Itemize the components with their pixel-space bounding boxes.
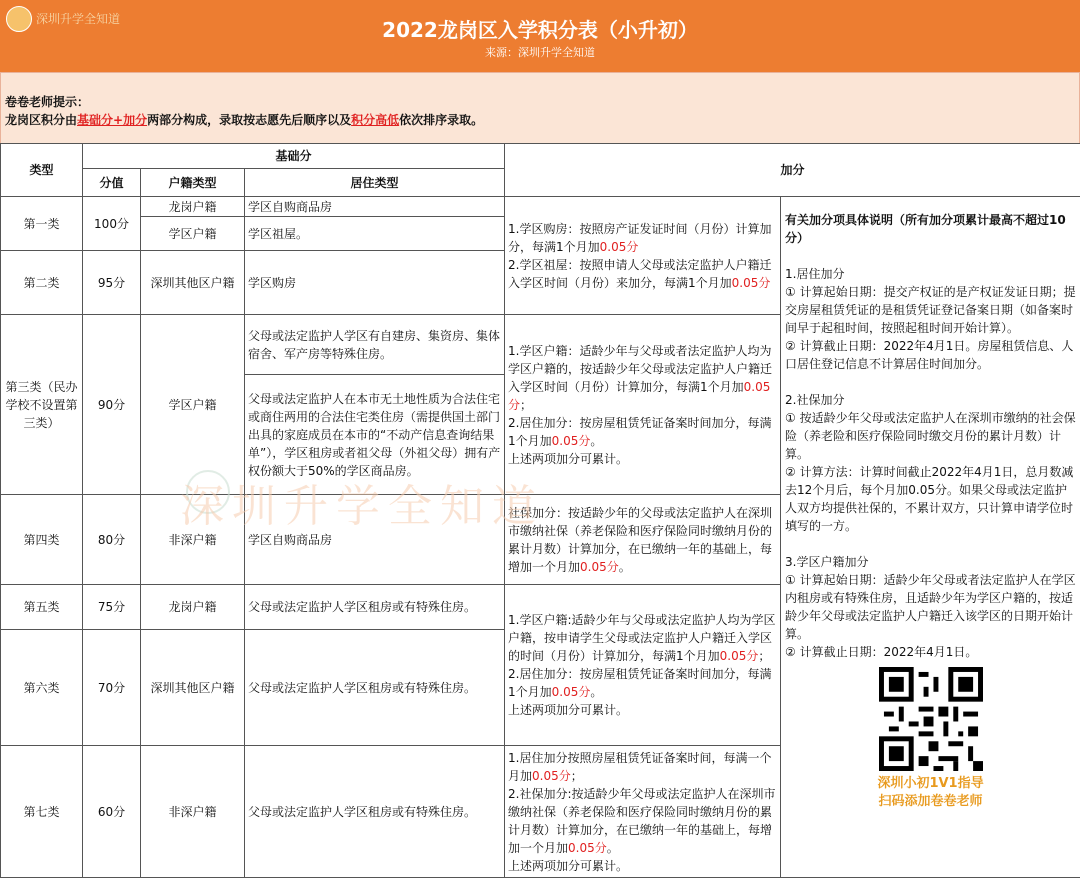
bonus-cell [505, 197, 781, 315]
bonus-text: 。 [590, 433, 603, 448]
notes-heading: 1.居住加分 [785, 267, 845, 281]
type-cell: 第二类 [1, 251, 83, 315]
source-line: 来源：深圳升学全知道 [485, 46, 595, 59]
residence-cell: 父母或法定监护人学区租房或有特殊住房。 [245, 585, 505, 630]
bonus-text: 。 [590, 685, 603, 699]
bonus-text: 1.学区购房：按照房产证发证时间（月份）计算加分，每满1个月加 [508, 221, 772, 254]
col-base: 基础分 [83, 144, 505, 169]
type-cell: 第三类（民办学校不设置第三类） [1, 315, 83, 495]
bonus-points: 0.05分 [532, 768, 571, 783]
bonus-points: 0.05分 [551, 685, 591, 699]
bonus-cell [505, 495, 781, 585]
type-cell: 第六类 [1, 630, 83, 746]
col-residence: 居住类型 [245, 169, 505, 197]
bonus-notes [781, 197, 1080, 878]
bonus-points: 0.05分 [731, 275, 771, 290]
type-cell: 第一类 [1, 197, 83, 251]
score-cell: 75分 [83, 585, 141, 630]
bonus-points: 0.05分 [599, 239, 639, 254]
tip-box [0, 72, 1080, 144]
bonus-text: 1.居住加分按照房屋租赁凭证备案时间，每满一个月加 [508, 750, 772, 783]
col-bonus: 加分 [505, 144, 1080, 197]
tip-highlight: 基础分+加分 [77, 113, 148, 127]
col-score: 分值 [83, 169, 141, 197]
bonus-text: 2.居住加分：按房屋租赁凭证备案时间加分，每满1个月加 [508, 415, 772, 448]
tip-heading: 卷卷老师提示： [5, 95, 90, 109]
qr-caption: 扫码添加卷卷老师 [878, 794, 983, 809]
bonus-text: 1.学区户籍：适龄少年与父母或者法定监护人均为学区户籍的，按适龄少年父母或法定监护人户籍迁入学区时间（月份）计算加分，每满1个月加 [508, 343, 773, 394]
type-cell: 第五类 [1, 585, 83, 630]
bonus-text: 2.社保加分:按适龄少年父母或法定监护人在深圳市缴纳社保（养老保险和医疗保险同时缴纳月份的累计月数）计算加分，在已缴纳一年的基础上，每增加一个月加 [508, 786, 776, 855]
page-title: 2022龙岗区入学积分表（小升初） [382, 18, 698, 42]
bonus-text: 。 [618, 559, 631, 574]
hukou-cell: 学区户籍 [141, 315, 245, 495]
residence-cell: 父母或法定监护人学区租房或有特殊住房。 [245, 746, 505, 878]
qr-code-icon [879, 667, 983, 771]
bonus-cell [505, 746, 781, 878]
score-cell: 100分 [83, 197, 141, 251]
hukou-cell: 龙岗户籍 [141, 585, 245, 630]
hukou-cell: 非深户籍 [141, 495, 245, 585]
bonus-cell [505, 585, 781, 746]
type-cell: 第七类 [1, 746, 83, 878]
tip-highlight: 积分高低 [351, 113, 400, 127]
score-cell: 95分 [83, 251, 141, 315]
logo-text: 深圳升学全知道 [36, 12, 121, 26]
bonus-text: 上述两项加分可累计。 [508, 858, 629, 873]
tip-text [5, 111, 483, 128]
type-cell: 第四类 [1, 495, 83, 585]
col-hukou: 户籍类型 [141, 169, 245, 197]
score-cell: 70分 [83, 630, 141, 746]
watermark-logo-icon [186, 470, 230, 514]
bonus-points: 0.05分 [719, 649, 759, 663]
bonus-cell [505, 315, 781, 495]
tip-part: 依次排序录取。 [399, 113, 484, 127]
score-cell: 60分 [83, 746, 141, 878]
bonus-text: 。 [606, 840, 619, 855]
bonus-text: ； [758, 649, 771, 663]
notes-title: 有关加分项具体说明（所有加分项累计最高不超过10分） [785, 213, 1066, 245]
score-cell: 90分 [83, 315, 141, 495]
residence-cell: 学区祖屋。 [245, 217, 505, 251]
watermark: 深圳升学全知道 [180, 481, 544, 532]
notes-item: ② 计算截止日期：2022年4月1日。房屋租赁信息、人口居住登记信息不计算居住时间加分。 [785, 339, 1074, 371]
notes-heading: 2.社保加分 [785, 393, 845, 407]
bonus-points: 0.05分 [508, 379, 771, 412]
bonus-text: 1.学区户籍:适龄少年与父母或法定监护人均为学区户籍，按申请学生父母或法定监护人户籍迁入学区的时间（月份）计算加分，每满1个月加 [508, 613, 776, 663]
bonus-text: 上述两项加分可累计。 [508, 451, 629, 466]
hukou-cell: 深圳其他区户籍 [141, 630, 245, 746]
bonus-text: 2.学区祖屋：按照申请人父母或法定监护人户籍迁入学区时间（月份）来加分，每满1个月加 [508, 257, 772, 290]
hukou-cell: 学区户籍 [141, 217, 245, 251]
tip-part: 两部分构成，录取按志愿先后顺序以及 [147, 113, 352, 127]
bonus-points: 0.05分 [551, 433, 591, 448]
residence-cell: 学区购房 [245, 251, 505, 315]
residence-cell: 父母或法定监护人学区租房或有特殊住房。 [245, 630, 505, 746]
notes-item: ② 计算截止日期：2022年4月1日。 [785, 645, 978, 659]
residence-cell: 父母或法定监护人学区有自建房、集资房、集体宿舍、军产房等特殊住房。 [245, 315, 505, 375]
col-type: 类型 [1, 144, 83, 197]
notes-item: ② 计算方法：计算时间截止2022年4月1日，总月数减去12个月后，每个月加0.05分。如果父母或法定监护人双方均提供社保的，不累计双方，只计算申请学位时填写的一方。 [785, 465, 1074, 533]
hukou-cell: 非深户籍 [141, 746, 245, 878]
residence-cell: 学区自购商品房 [245, 197, 505, 217]
tip-part: 龙岗区积分由 [5, 113, 78, 127]
residence-cell: 父母或法定监护人在本市无土地性质为合法住宅或商住两用的合法住宅类住房（需提供国土部门出具的家庭成员在本市的“不动产信息查询结果单”），学区租房或者祖父母（外祖父母）拥有产权份额大于50%的学区商品房。 [245, 375, 505, 495]
notes-heading: 3.学区户籍加分 [785, 555, 869, 569]
bonus-text: 上述两项加分可累计。 [508, 703, 629, 717]
bonus-text: ； [570, 768, 583, 783]
bonus-points: 0.05分 [568, 840, 607, 855]
bonus-text: 2.居住加分：按房屋租赁凭证备案时间加分，每满1个月加 [508, 667, 772, 699]
hukou-cell: 龙岗户籍 [141, 197, 245, 217]
page-header [0, 0, 1080, 72]
bonus-text: ； [520, 397, 533, 412]
notes-item: ① 计算起始日期：提交产权证的是产权证发证日期；提交房屋租赁凭证的是租赁凭证登记备案日期（如备案时间早于起租时间，按照起租时间开始计算）。 [785, 285, 1076, 335]
score-cell: 80分 [83, 495, 141, 585]
points-table [0, 143, 1080, 878]
bonus-text: 社保加分：按适龄少年的父母或法定监护人在深圳市缴纳社保（养老保险和医疗保险同时缴纳月份的累计月数）计算加分，在已缴纳一年的基础上，每增加一个月加 [508, 505, 773, 574]
qr-caption: 深圳小初1V1指导 [877, 776, 984, 791]
notes-item: ① 计算起始日期：适龄少年父母或者法定监护人在学区内租房或有特殊住房，且适龄少年为学区户籍的，按适龄少年父母或法定监护人户籍迁入该学区的日期开始计算。 [785, 573, 1076, 641]
residence-cell: 学区自购商品房 [245, 495, 505, 585]
hukou-cell: 深圳其他区户籍 [141, 251, 245, 315]
bonus-points: 0.05分 [580, 559, 619, 574]
notes-item: ① 按适龄少年父母或法定监护人在深圳市缴纳的社会保险（养老险和医疗保险同时缴交月份的累计月数）计算。 [785, 411, 1076, 461]
